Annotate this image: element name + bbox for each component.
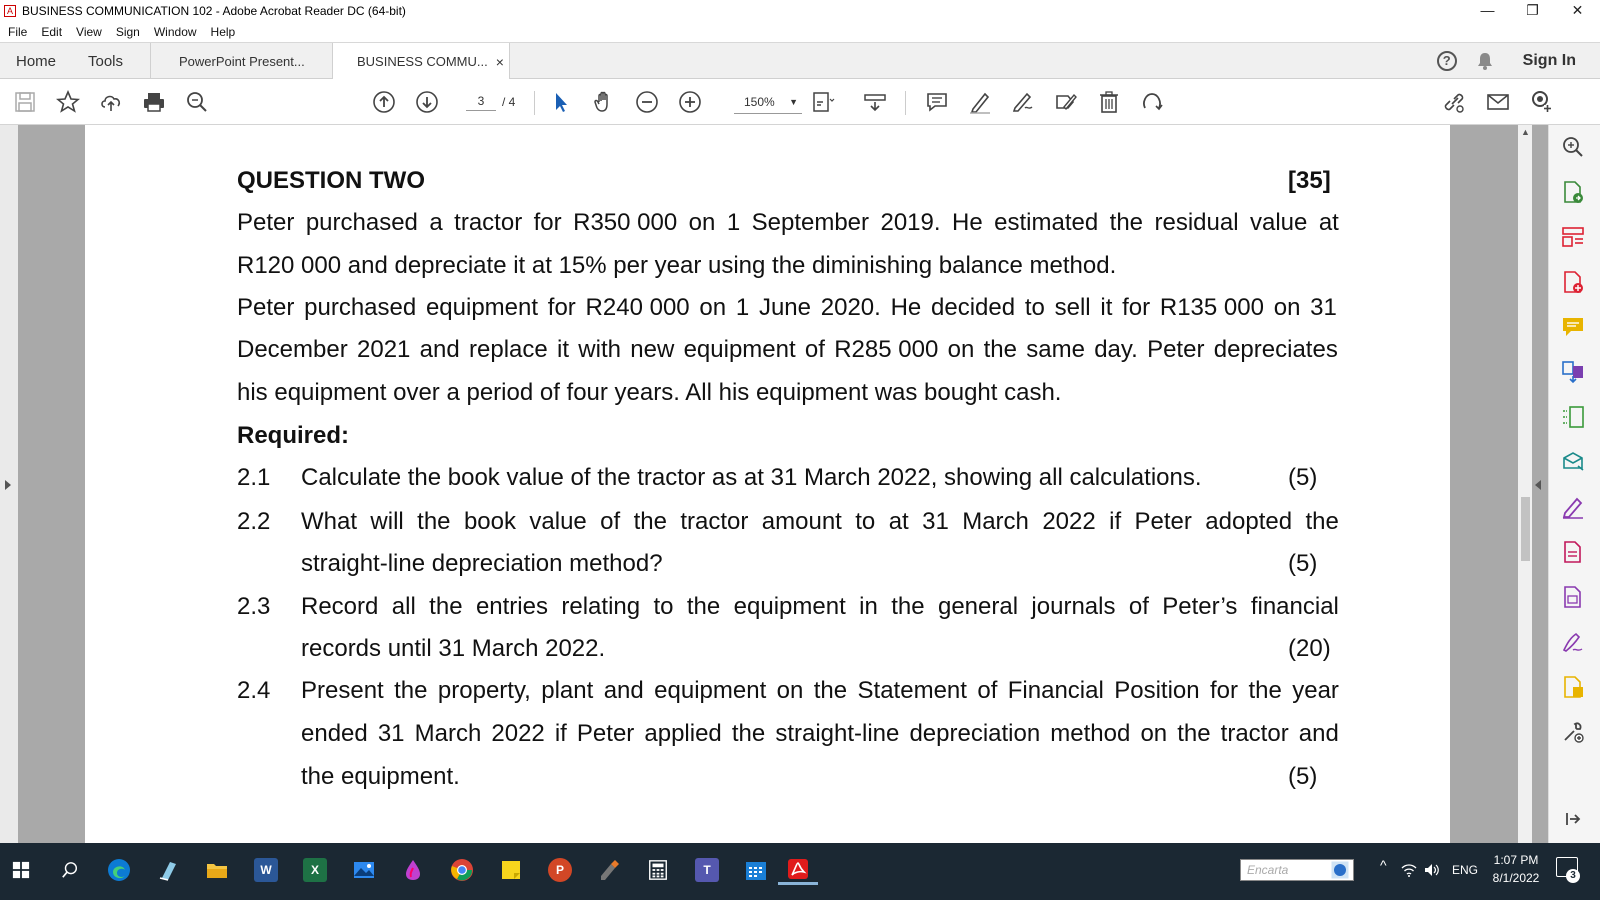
word: Peter [1134,508,1192,535]
edit-pdf-icon[interactable] [1561,540,1587,566]
acrobat-logo-icon: A [4,5,16,17]
wifi-icon[interactable] [1401,863,1417,877]
word: for [533,209,562,236]
paint-drop-icon[interactable] [398,855,428,885]
notepad-icon[interactable] [153,855,183,885]
word: for [1122,294,1151,321]
word: Statement [857,677,967,704]
fit-page-icon[interactable] [810,89,836,115]
word: equipment [683,336,796,363]
word: method [1050,720,1131,747]
word: Peter [1147,336,1205,363]
item-number: 2.1 [237,464,271,491]
expand-left-panel-icon[interactable] [5,480,11,490]
menu-sign[interactable]: Sign [115,25,140,39]
word: 1 [726,209,741,236]
word: R240 000 [585,294,690,321]
account-add-icon[interactable] [1528,89,1554,115]
word: the [429,593,463,620]
word: entries [475,593,548,620]
word: and [603,677,644,704]
word: general [937,593,1019,620]
bell-icon[interactable] [1477,52,1493,70]
word: What [301,508,358,535]
word: at [1318,209,1339,236]
word: replace [469,336,548,363]
word: the [686,593,721,620]
word: September [751,209,870,236]
page-number-box [466,90,524,114]
word: the [891,593,925,620]
word: financial [1250,593,1339,620]
acrobat-taskbar-icon[interactable] [778,855,818,885]
find-zoom-icon[interactable] [1561,135,1587,161]
tab-home[interactable]: Home [16,52,57,70]
item-text: records until 31 March 2022. [301,635,606,662]
item-marks: (20) [1288,635,1331,662]
paragraph-line [237,209,1339,237]
paragraph-line: his equipment over a period of four years. All his equipment was bought cash. [237,379,1062,406]
word: equipment [425,294,539,321]
word: tractor [680,508,749,535]
word: R135 000 [1159,294,1264,321]
word: sell [1054,294,1091,321]
word: journals [1031,593,1116,620]
word: tractor [454,209,523,236]
request-esignature-icon[interactable] [1561,585,1587,611]
menu-view[interactable]: View [76,25,102,39]
chrome-icon[interactable] [447,855,477,885]
word: the [633,508,667,535]
word: plant [541,677,594,704]
show-hidden-icons-icon[interactable]: ^ [1380,857,1387,873]
tab-powerpoint-document[interactable] [150,43,332,79]
word: Peter [237,209,295,236]
item-marks: (5) [1288,464,1318,491]
tab-label: BUSINESS COMMU... [357,54,488,69]
edge-browser-icon[interactable] [104,855,134,885]
word: R285 000 [834,336,939,363]
word: December [237,336,348,363]
organize-pages-icon[interactable] [1561,225,1587,251]
paragraph-line [237,294,1337,322]
word: depreciates [1213,336,1338,363]
menu-file[interactable]: File [8,25,28,39]
word: of [1128,593,1149,620]
word: Present [301,677,384,704]
item-text: Calculate the book value of the tractor as at 31 March 2022, showing all calculations. [301,464,1202,491]
zoom-search-icon[interactable] [184,89,210,115]
tab-bar [0,42,1600,79]
word: He [952,209,983,236]
word: Financial [1007,677,1104,704]
hand-tool-icon[interactable] [591,89,617,115]
menu-bar [0,22,1600,42]
excel-icon[interactable]: X [300,855,330,885]
word: same [1026,336,1085,363]
scan-ocr-icon[interactable] [1561,675,1587,701]
teams-icon[interactable]: T [692,855,722,885]
word: and [1298,720,1339,747]
volume-icon[interactable] [1424,863,1440,877]
scroll-up-icon[interactable]: ▲ [1521,127,1530,137]
word: Peter [576,720,635,747]
word: amount [761,508,842,535]
word: 31 [922,508,949,535]
save-icon[interactable] [12,89,38,115]
word: the [417,508,451,535]
word: at [888,508,909,535]
chevron-down-icon: ▼ [789,96,798,107]
highlight-pen-icon[interactable] [967,89,993,115]
word: purchased [304,294,417,321]
word: the [1305,508,1339,535]
item-number: 2.4 [237,677,271,704]
item-text [301,593,1339,621]
word: on [699,294,727,321]
tab-tools[interactable]: Tools [88,52,124,70]
word: equipment [654,677,767,704]
word: Position [1114,677,1200,704]
current-page-input[interactable]: 3 [466,94,496,111]
word: adopted [1205,508,1293,535]
word: to [1024,294,1045,321]
word-icon[interactable]: W [251,855,281,885]
email-envelope-icon[interactable] [1485,89,1511,115]
photos-icon[interactable] [349,855,379,885]
word: on [947,336,975,363]
previous-page-icon[interactable] [371,89,397,115]
word: and [419,336,460,363]
word: for [1210,677,1239,704]
zoom-level-dropdown[interactable] [734,90,802,114]
word: the [1248,677,1282,704]
word: of [804,336,825,363]
delete-trash-icon[interactable] [1096,89,1122,115]
close-window-button[interactable]: ✕ [1571,2,1584,18]
word: decided [931,294,1016,321]
bookmark-star-icon[interactable] [55,89,81,115]
word: to [855,508,876,535]
word: ended [301,720,368,747]
restore-button[interactable]: ❐ [1526,2,1539,18]
calculator-icon[interactable] [643,855,673,885]
item-marks: (5) [1288,550,1318,577]
notification-count-badge: 3 [1566,869,1580,883]
word: 2020. [820,294,881,321]
question-marks: [35] [1288,167,1331,194]
word: tractor [1220,720,1289,747]
windows-taskbar [0,843,1600,900]
select-cursor-icon[interactable] [548,89,574,115]
paragraph-line: R120 000 and depreciate it at 15% per year using the diminishing balance method. [237,252,1117,279]
word: on [1273,294,1301,321]
word: depreciation [909,720,1041,747]
word: 2022 [1042,508,1096,535]
word: 2022 [491,720,545,747]
total-pages: / 4 [502,95,516,109]
file-explorer-icon[interactable] [202,855,232,885]
encarta-globe-icon[interactable] [1330,860,1350,880]
rotate-icon[interactable] [1139,89,1165,115]
word: on [1140,720,1168,747]
word: of [977,677,998,704]
word: value [1249,209,1308,236]
word: will [370,508,404,535]
zoom-out-icon[interactable] [634,89,660,115]
item-text: the equipment. [301,763,460,790]
word: straight-line [775,720,900,747]
word: March [962,508,1029,535]
word: 2021 [357,336,411,363]
word: June [758,294,811,321]
word: day. [1094,336,1138,363]
windows-start-icon[interactable] [6,855,36,885]
word: it [1100,294,1113,321]
collapse-tools-icon[interactable] [1561,807,1587,833]
help-icon[interactable]: ? [1437,51,1457,71]
word: on [776,677,804,704]
word: the [731,720,766,747]
item-text [301,720,1339,748]
encarta-search-box[interactable]: Encarta [1240,859,1354,881]
item-text [301,508,1339,536]
word: purchased [305,209,418,236]
draw-sign-icon[interactable] [1010,89,1036,115]
word: the [1177,720,1211,747]
tabbar-right [1437,43,1576,79]
scroll-mode-icon[interactable] [862,89,888,115]
word: 2019. [880,209,941,236]
toolbar [0,79,1600,125]
right-tools-pane [1548,125,1600,860]
item-number: 2.2 [237,508,271,535]
word: the [813,677,848,704]
collapse-right-pane-icon[interactable] [1535,480,1541,490]
word: 31 [1310,294,1337,321]
word: value [529,508,587,535]
word: of [600,508,621,535]
menu-help[interactable]: Help [210,25,236,39]
word: book [463,508,516,535]
word: 31 [377,720,405,747]
comment-icon[interactable] [924,89,950,115]
language-indicator[interactable]: ENG [1452,863,1479,877]
pdf-page [85,125,1450,860]
tab-label: PowerPoint Present... [179,53,305,69]
word: with [578,336,621,363]
word: He [890,294,922,321]
document-viewport[interactable] [0,125,1548,860]
tab-business-communication[interactable] [332,43,510,80]
word: residual [1154,209,1239,236]
word: property, [437,677,531,704]
item-text: straight-line depreciation method? [301,550,663,577]
zoom-in-icon[interactable] [677,89,703,115]
word: March [414,720,482,747]
print-icon[interactable] [141,89,167,115]
close-tab-icon[interactable]: × [495,53,504,70]
menu-window[interactable]: Window [153,25,197,39]
word: Peter’s [1162,593,1238,620]
word: Record [301,593,379,620]
pen-app-icon[interactable] [594,855,624,885]
title-bar [0,0,1600,22]
word: new [630,336,675,363]
comment-pane-icon[interactable] [1561,315,1587,341]
word: to [653,593,674,620]
sign-in-button[interactable]: Sign In [1522,52,1576,69]
search-icon[interactable] [55,855,85,885]
sign-pen-icon[interactable] [1561,630,1587,656]
word: for [547,294,576,321]
toolbar-divider [534,91,535,115]
word: the [394,677,428,704]
word: relating [561,593,641,620]
calendar-icon[interactable] [741,855,771,885]
word: R350 000 [573,209,678,236]
word: if [1109,508,1122,535]
scrollbar-thumb[interactable] [1521,497,1530,561]
window-title: BUSINESS COMMUNICATION 102 - Adobe Acrobat Reader DC (64-bit) [22,4,406,18]
zoom-level-value: 150% [744,94,775,109]
word: the [1109,209,1144,236]
combine-files-icon[interactable] [1561,360,1587,386]
system-clock[interactable] [1486,851,1546,887]
more-tools-icon[interactable] [1561,720,1587,746]
window-controls [1465,0,1600,22]
sticky-notes-icon[interactable] [496,855,526,885]
powerpoint-icon[interactable]: P [545,855,575,885]
item-text [301,677,1339,705]
item-marks: (5) [1288,763,1318,790]
word: if [554,720,567,747]
word: 1 [735,294,750,321]
vertical-scrollbar[interactable] [1518,125,1532,860]
word: in [859,593,878,620]
menu-edit[interactable]: Edit [41,25,63,39]
create-pdf-icon[interactable] [1561,270,1587,296]
toolbar-divider [905,91,906,115]
required-heading: Required: [237,422,350,449]
word: applied [644,720,722,747]
word: year [1292,677,1339,704]
upload-cloud-icon[interactable] [98,89,124,115]
word: Peter [237,294,295,321]
item-number: 2.3 [237,593,271,620]
next-page-icon[interactable] [414,89,440,115]
left-panel-toggle[interactable] [0,125,18,860]
clock-date: 8/1/2022 [1492,871,1540,885]
word: it [557,336,569,363]
share-link-icon[interactable] [1441,89,1467,115]
clock-time: 1:07 PM [1493,853,1539,867]
word: the [983,336,1017,363]
fill-sign-icon[interactable] [1561,495,1587,521]
paragraph-line [237,336,1338,364]
word: on [688,209,716,236]
word: estimated [994,209,1099,236]
word: all [391,593,416,620]
edit-stamp-icon[interactable] [1053,89,1079,115]
compress-pdf-icon[interactable] [1561,405,1587,431]
word: a [429,209,443,236]
send-track-icon[interactable] [1561,450,1587,476]
export-pdf-icon[interactable] [1561,180,1587,206]
word: equipment [733,593,846,620]
minimize-button[interactable]: — [1480,2,1495,18]
question-title: QUESTION TWO [237,167,425,194]
